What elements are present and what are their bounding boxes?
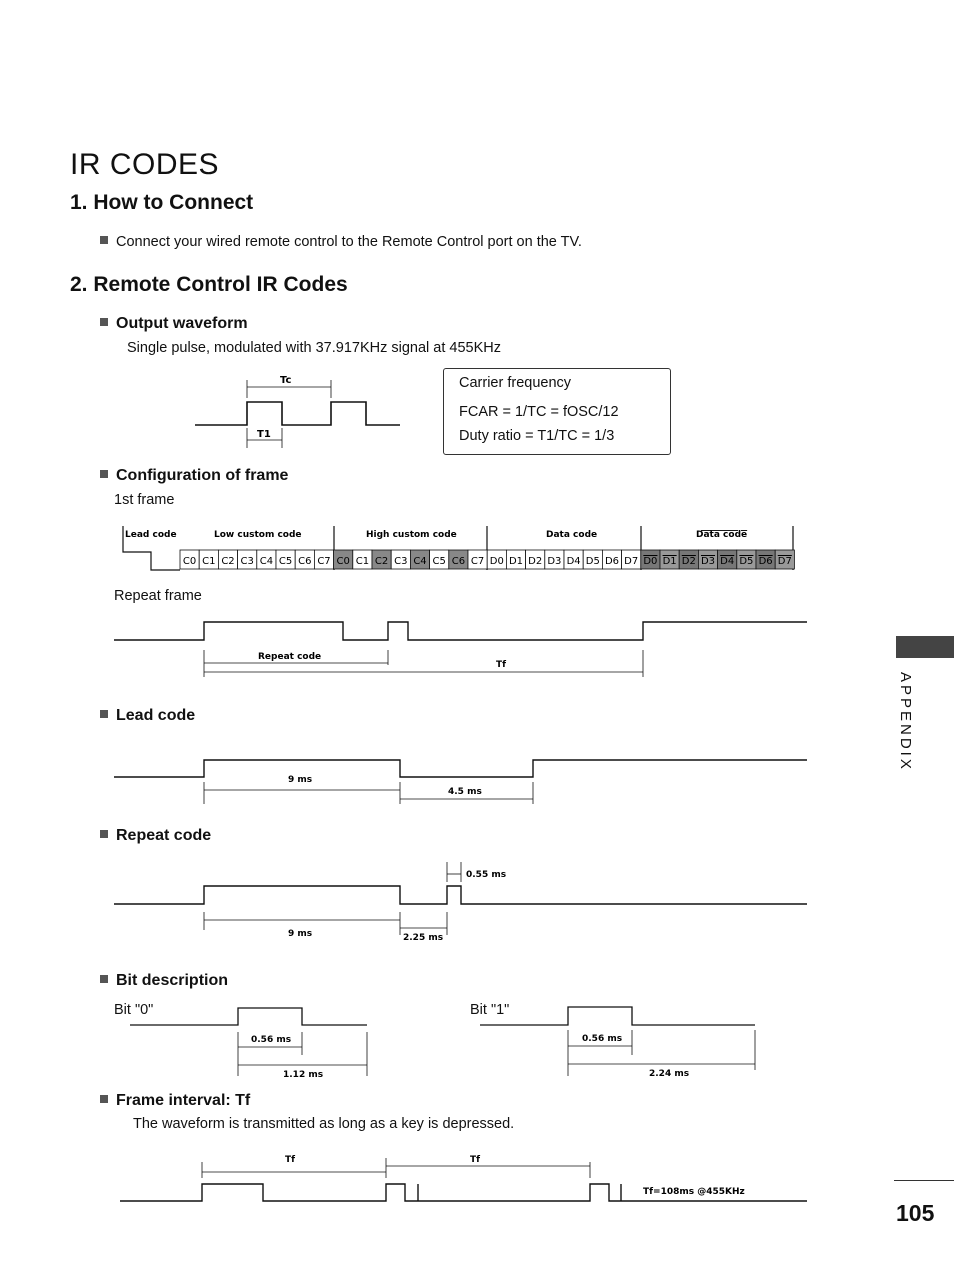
- frame-interval-description: The waveform is transmitted as long as a key is depressed.: [133, 1116, 515, 1132]
- group-label-lead: Lead code: [125, 530, 177, 540]
- tf-label: Tf: [496, 660, 507, 670]
- frame-cell-label: D2: [528, 556, 543, 567]
- group-label-low-custom: Low custom code: [214, 530, 302, 540]
- appendix-side-label: APPENDIX: [897, 672, 914, 772]
- bullet-icon: [100, 470, 108, 478]
- carrier-frequency-box: [443, 368, 671, 455]
- frame-cell-label: C0: [182, 556, 197, 567]
- bit1-056-label: 0.56 ms: [582, 1034, 623, 1044]
- lead-code-diagram: [110, 752, 810, 810]
- frame-cell-label: C4: [413, 556, 427, 567]
- frame-config-title: Configuration of frame: [116, 467, 289, 484]
- frame-cell-label: D4: [720, 556, 735, 567]
- repeat-code-heading: [100, 827, 211, 845]
- bullet-icon: [100, 318, 108, 326]
- frame-cell-label: C5: [432, 556, 446, 567]
- interval-note: Tf=108ms @455KHz: [643, 1187, 745, 1197]
- frame-cell-label: C1: [202, 556, 216, 567]
- frame-cell-label: C7: [470, 556, 485, 567]
- repeat-frame-label: Repeat frame: [114, 588, 202, 604]
- repeat-9ms-label: 9 ms: [288, 929, 313, 939]
- bit1-label: Bit "1": [470, 1002, 510, 1018]
- output-waveform-title: Output waveform: [116, 315, 248, 332]
- frame-cell-label: C2: [221, 556, 235, 567]
- frame-cell-label: D7: [624, 556, 639, 567]
- frame-cell-label: C1: [355, 556, 370, 567]
- bit0-diagram: [125, 1000, 375, 1082]
- lead-9ms-label: 9 ms: [288, 775, 313, 785]
- group-label-data: Data code: [546, 530, 598, 540]
- bit0-112-label: 1.12 ms: [283, 1070, 324, 1080]
- bit1-224-label: 2.24 ms: [649, 1069, 690, 1079]
- output-waveform-heading: [100, 315, 248, 333]
- frame-cell-label: C3: [394, 556, 408, 567]
- bit1-diagram: [475, 1000, 760, 1082]
- frame-cell-label: C5: [278, 556, 293, 567]
- frame-cell-label: D5: [739, 556, 754, 567]
- bit0-label: Bit "0": [114, 1002, 154, 1018]
- bullet-icon: [100, 236, 108, 244]
- interval-tf1-label: Tf: [285, 1155, 296, 1165]
- frame-cell-label: C3: [240, 556, 254, 567]
- page-title: IR CODES: [70, 148, 220, 181]
- bit0-056-label: 0.56 ms: [251, 1035, 292, 1045]
- lead-code-title: Lead code: [116, 707, 196, 724]
- bullet-icon: [100, 710, 108, 718]
- bit-description-heading: [100, 972, 228, 990]
- output-waveform-diagram: [190, 370, 410, 450]
- frame-cell-label: C6: [451, 556, 466, 567]
- page-number-rule: [894, 1180, 954, 1181]
- lead-45ms-label: 4.5 ms: [448, 787, 482, 797]
- frame-cell-label: D2: [681, 556, 696, 567]
- repeat-code-title: Repeat code: [116, 827, 212, 844]
- repeat-frame-diagram: [110, 615, 810, 685]
- bullet-icon: [100, 830, 108, 838]
- bullet-icon: [100, 1095, 108, 1103]
- t1-label: T1: [257, 429, 271, 440]
- frame-interval-title: Frame interval: Tf: [116, 1092, 251, 1109]
- page-number: 105: [896, 1200, 935, 1226]
- appendix-tab-marker: [896, 636, 954, 658]
- frame-cell-label: D6: [604, 556, 620, 567]
- frame-cell-label: D1: [662, 556, 677, 567]
- frame-cell-label: D5: [585, 556, 600, 567]
- carrier-duty-ratio: Duty ratio = T1/TC = 1/3: [459, 428, 615, 444]
- tc-label: Tc: [280, 375, 292, 386]
- frame-config-heading: [100, 467, 288, 485]
- interval-tf2-label: Tf: [470, 1155, 481, 1165]
- carrier-fcar: FCAR = 1/TC = fOSC/12: [459, 404, 619, 420]
- carrier-title: Carrier frequency: [459, 375, 572, 391]
- frame-cell-label: D0: [489, 556, 504, 567]
- frame-cell-label: D3: [547, 556, 562, 567]
- frame-interval-diagram: [115, 1150, 815, 1210]
- frame-cell-label: D4: [566, 556, 581, 567]
- repeat-055ms-label: 0.55 ms: [466, 870, 507, 880]
- repeat-code-diagram: [110, 860, 810, 948]
- frame-diagram: [115, 522, 805, 574]
- frame-cell-label: D0: [643, 556, 658, 567]
- frame-cell-label: D3: [700, 556, 716, 567]
- group-label-data-inverted: Data code: [696, 530, 748, 540]
- connect-bullet: [100, 234, 582, 250]
- section-heading-ir-codes: 2. Remote Control IR Codes: [70, 273, 348, 296]
- output-waveform-description: Single pulse, modulated with 37.917KHz signal at 455KHz: [127, 340, 502, 356]
- bullet-icon: [100, 975, 108, 983]
- frame-cell-label: C2: [374, 556, 389, 567]
- connect-text: Connect your wired remote control to the Remote Control port on the TV.: [116, 234, 582, 250]
- lead-code-heading: [100, 707, 195, 725]
- frame-cell-label: D1: [508, 556, 524, 567]
- frame-cell-label: C6: [298, 556, 312, 567]
- frame-interval-heading: [100, 1092, 250, 1110]
- bit-description-title: Bit description: [116, 972, 229, 989]
- repeat-code-label: Repeat code: [258, 652, 322, 662]
- section-heading-connect: 1. How to Connect: [70, 191, 254, 214]
- frame-cell-label: D6: [758, 556, 773, 567]
- group-label-high-custom: High custom code: [366, 530, 457, 540]
- repeat-225ms-label: 2.25 ms: [403, 933, 444, 943]
- frame-cell-label: D7: [777, 556, 792, 567]
- frame-cell-label: C4: [259, 556, 274, 567]
- frame-cell-label: C0: [336, 556, 350, 567]
- first-frame-label: 1st frame: [114, 492, 175, 508]
- frame-cell-label: C7: [317, 556, 331, 567]
